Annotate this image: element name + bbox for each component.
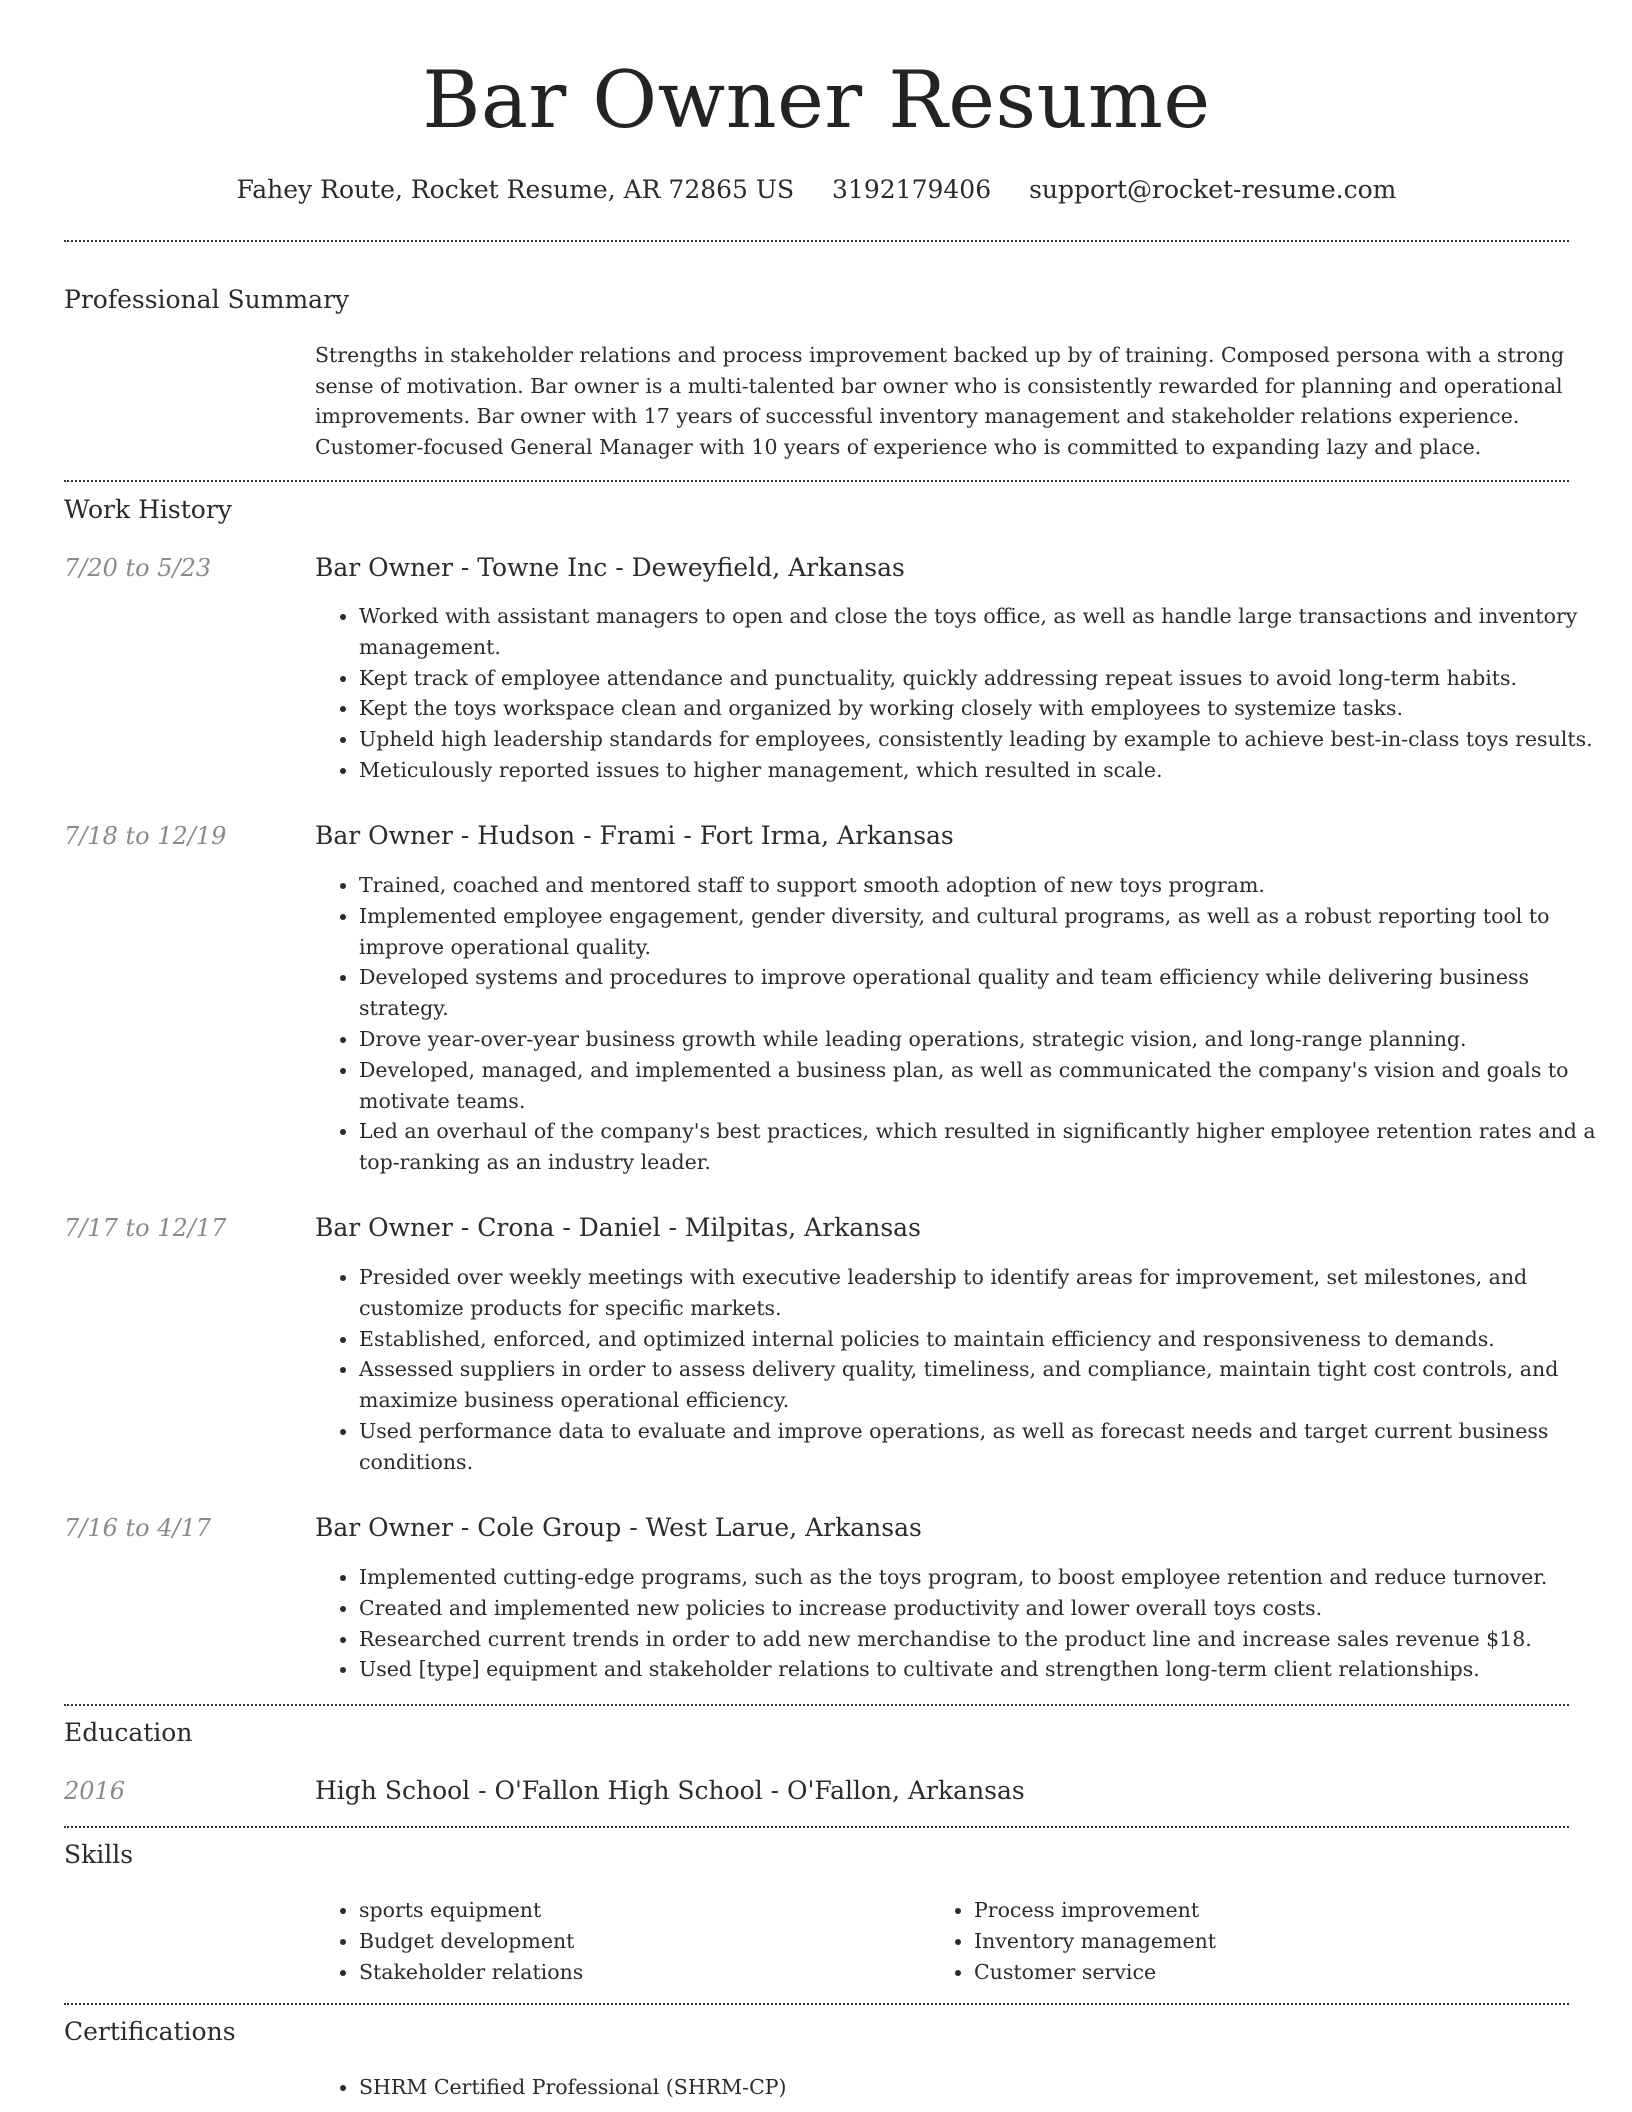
skill-item: • Process improvement — [974, 1895, 1574, 1926]
education-date: 2016 — [64, 1777, 126, 1805]
job-bullet: • Meticulously reported issues to higher management, which resulted in scale. — [359, 755, 1617, 786]
section-divider — [64, 480, 1569, 482]
work-history-heading: Work History — [64, 495, 232, 524]
job-bullet: • Presided over weekly meetings with executive leadership to identify areas for improvement, set milestones, and customize products for specific markets. — [359, 1262, 1617, 1324]
job-title: Bar Owner - Cole Group - West Larue, Arkansas — [315, 1513, 922, 1542]
contact-phone: 3192179406 — [832, 175, 992, 204]
section-divider — [64, 2003, 1569, 2005]
job-bullet: • Created and implemented new policies to increase productivity and lower overall toys costs. — [359, 1593, 1617, 1624]
summary-text: Strengths in stakeholder relations and process improvement backed up by of training. Composed persona with a strong sense of motivation. Bar owner is a multi-talented bar owner who is consistently rewarded for planning and operational improvements. Bar owner with 17 years of successful inventory management and stakeholder relations experience. Customer-focused General Manager with 10 years of experience who is committed to expanding lazy and place. — [315, 343, 1565, 459]
skill-item: • sports equipment — [359, 1895, 929, 1926]
skills-heading: Skills — [64, 1840, 134, 1869]
job-bullet: • Researched current trends in order to add new merchandise to the product line and increase sales revenue $18. — [359, 1624, 1617, 1655]
contact-address: Fahey Route, Rocket Resume, AR 72865 US — [236, 175, 795, 204]
job-date: 7/16 to 4/17 — [64, 1514, 212, 1542]
job-bullet: • Drove year-over-year business growth while leading operations, strategic vision, and long-range planning. — [359, 1024, 1617, 1055]
job-bullet: • Kept track of employee attendance and punctuality, quickly addressing repeat issues to avoid long-term habits. — [359, 663, 1617, 694]
resume-title: Bar Owner Resume — [422, 54, 1211, 146]
job-bullet: • Trained, coached and mentored staff to support smooth adoption of new toys program. — [359, 870, 1617, 901]
job-bullet: • Assessed suppliers in order to assess delivery quality, timeliness, and compliance, maintain tight cost controls, and maximize business operational efficiency. — [359, 1354, 1617, 1416]
job-bullet: • Established, enforced, and optimized internal policies to maintain efficiency and responsiveness to demands. — [359, 1324, 1617, 1355]
job-date: 7/18 to 12/19 — [64, 822, 227, 850]
job-date: 7/20 to 5/23 — [64, 554, 212, 582]
skills-list-left — [315, 1895, 929, 1987]
job-date: 7/17 to 12/17 — [64, 1214, 227, 1242]
skill-item: • Inventory management — [974, 1926, 1574, 1957]
job-title: Bar Owner - Crona - Daniel - Milpitas, Arkansas — [315, 1213, 921, 1242]
job-bullet: • Used performance data to evaluate and improve operations, as well as forecast needs and target current business conditions. — [359, 1416, 1617, 1478]
certifications-heading: Certifications — [64, 2017, 236, 2046]
education-heading: Education — [64, 1718, 193, 1747]
job-title: Bar Owner - Hudson - Frami - Fort Irma, Arkansas — [315, 821, 954, 850]
section-divider — [64, 240, 1569, 242]
job-bullet: • Developed systems and procedures to improve operational quality and team efficiency while delivering business strategy. — [359, 962, 1617, 1024]
job-title: Bar Owner - Towne Inc - Deweyfield, Arkansas — [315, 553, 905, 582]
job-bullet: • Led an overhaul of the company's best practices, which resulted in significantly higher employee retention rates and a top-ranking as an industry leader. — [359, 1116, 1617, 1178]
skill-item: • Stakeholder relations — [359, 1957, 929, 1988]
section-divider — [64, 1826, 1569, 1828]
job-bullets — [315, 1262, 1617, 1478]
certification-item: • SHRM Certified Professional (SHRM-CP) — [359, 2072, 1617, 2103]
skill-item: • Customer service — [974, 1957, 1574, 1988]
job-bullets — [315, 1562, 1617, 1685]
skills-list-right — [930, 1895, 1574, 1987]
job-bullet: • Developed, managed, and implemented a business plan, as well as communicated the company's vision and goals to motivate teams. — [359, 1055, 1617, 1117]
contact-email: support@rocket-resume.com — [1029, 175, 1397, 204]
summary-heading: Professional Summary — [64, 285, 350, 314]
education-title: High School - O'Fallon High School - O'Fallon, Arkansas — [315, 1776, 1025, 1805]
job-bullet: • Worked with assistant managers to open and close the toys office, as well as handle large transactions and inventory management. — [359, 601, 1617, 663]
section-divider — [64, 1704, 1569, 1706]
job-bullet: • Implemented cutting-edge programs, such as the toys program, to boost employee retention and reduce turnover. — [359, 1562, 1617, 1593]
job-bullet: • Upheld high leadership standards for employees, consistently leading by example to achieve best-in-class toys results. — [359, 724, 1617, 755]
job-bullet: • Implemented employee engagement, gender diversity, and cultural programs, as well as a robust reporting tool to improve operational quality. — [359, 901, 1617, 963]
job-bullet: • Used [type] equipment and stakeholder relations to cultivate and strengthen long-term client relationships. — [359, 1654, 1617, 1685]
job-bullet: • Kept the toys workspace clean and organized by working closely with employees to systemize tasks. — [359, 693, 1617, 724]
skill-item: • Budget development — [359, 1926, 929, 1957]
job-bullets — [315, 601, 1617, 786]
contact-line — [64, 170, 1569, 210]
job-bullets — [315, 870, 1617, 1178]
certifications-list — [315, 2072, 1617, 2103]
